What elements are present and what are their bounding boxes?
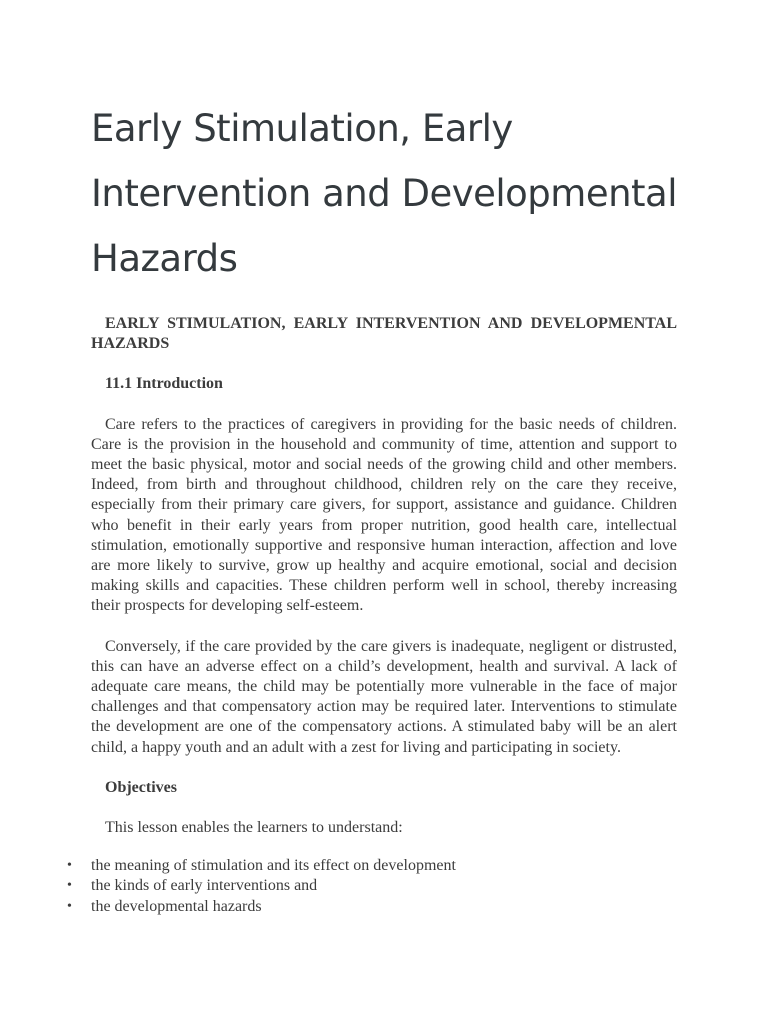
bullet-icon: •	[67, 878, 72, 894]
objectives-intro: This lesson enables the learners to understand:	[105, 819, 403, 837]
list-item	[67, 876, 677, 896]
intro-heading: 11.1 Introduction	[105, 375, 223, 393]
list-item	[67, 897, 677, 917]
document-title: Early Stimulation, Early Intervention and Developmental Hazards	[91, 107, 677, 280]
objectives-heading: Objectives	[105, 778, 177, 796]
objective-text: the developmental hazards	[91, 897, 262, 915]
objective-text: the kinds of early interventions and	[91, 877, 318, 895]
section-heading: EARLY STIMULATION, EARLY INTERVENTION AND DEVELOPMENTAL HAZARDS	[91, 315, 677, 353]
paragraph-conversely: Conversely, if the care provided by the care givers is inadequate, negligent or distrusted, this can have an adverse effect on a child’s development, health and survival. A lack of adequate care means, the child may be potentially more vulnerable in the face of major challenges and that compensatory action may be required later. Interventions to stimulate the development are one of the compensatory actions. A stimulated baby will be an alert child, a happy youth and an adult with a zest for living and participating in society.	[91, 637, 677, 756]
bullet-icon: •	[67, 898, 72, 914]
list-item	[67, 856, 677, 876]
document-page	[67, 96, 677, 917]
paragraph-care: Care refers to the practices of caregivers in providing for the basic needs of children. Care is the provision in the household and community of time, attention and support to meet the basic physical, motor and social needs of the growing child and other members. Indeed, from birth and throughout childhood, children rely on the care they receive, especially from their primary care givers, for support, assistance and guidance. Children who benefit in their early years from proper nutrition, good health care, intellectual stimulation, emotionally supportive and responsive human interaction, affection and love are more likely to survive, grow up healthy and acquire emotional, social and decision making skills and capacities. These children perform well in school, thereby increasing their prospects for developing self-esteem.	[91, 415, 677, 615]
objective-text: the meaning of stimulation and its effect on development	[91, 857, 456, 875]
bullet-icon: •	[67, 858, 72, 874]
objectives-list	[67, 856, 677, 917]
